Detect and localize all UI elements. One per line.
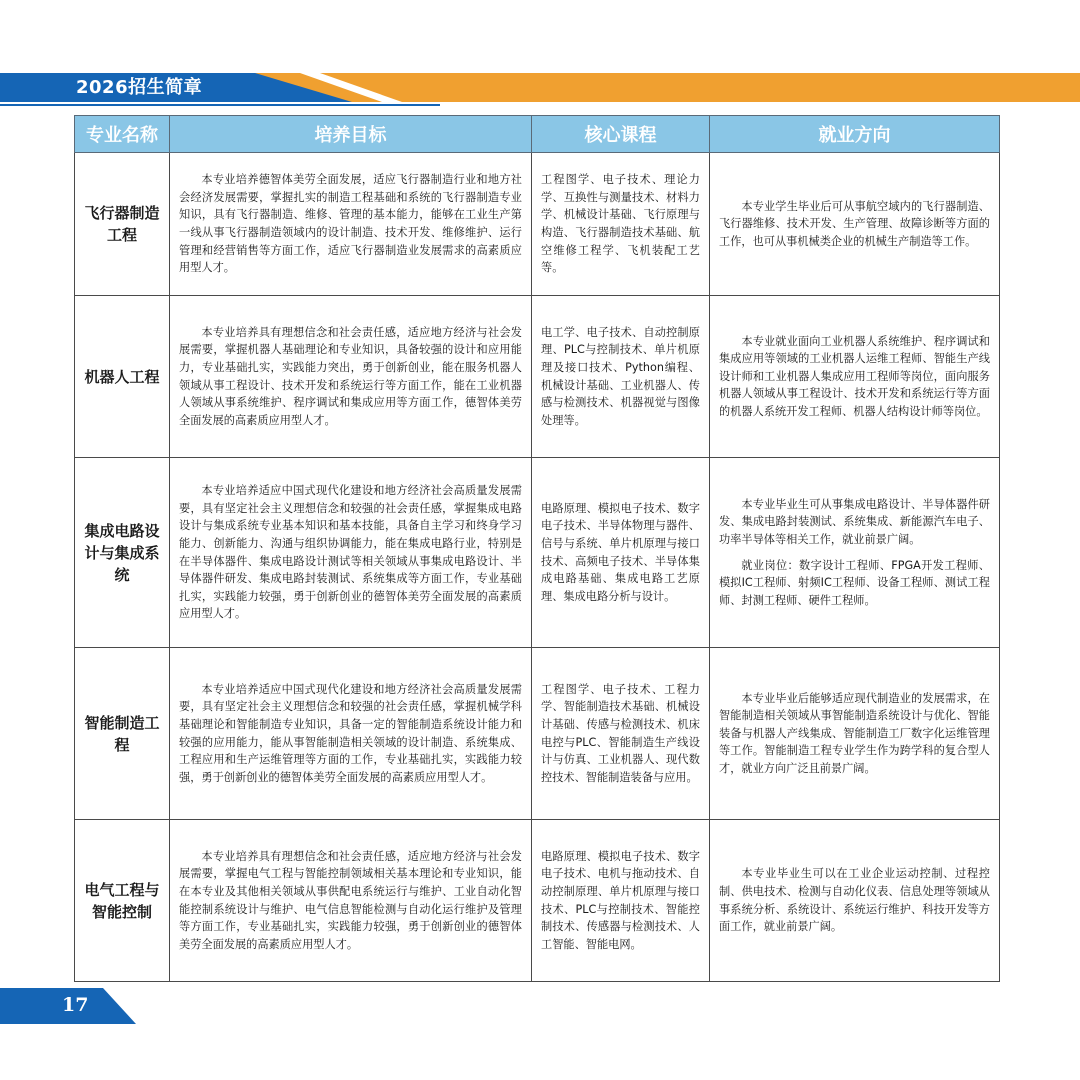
- header-career-direction: 就业方向: [710, 116, 1000, 153]
- table-row: [75, 458, 1000, 648]
- header-core-courses: 核心课程: [532, 116, 710, 153]
- career-paragraph: 本专业毕业生可以在工业企业运动控制、过程控制、供电技术、检测与自动化仪表、信息处理等领域从事系统分析、系统设计、系统运行维护、科技开发等方面工作，就业前景广阔。: [719, 867, 990, 934]
- career-direction: [710, 296, 1000, 458]
- majors-table: [74, 115, 1000, 982]
- career-direction: [710, 820, 1000, 982]
- training-goal: 本专业培养适应中国式现代化建设和地方经济社会高质量发展需要，具有坚定社会主义理想信念和较强的社会责任感，掌握集成电路设计与集成系统专业基本知识和基本技能，具备自主学习和终身学习能力、创新能力、沟通与组织协调能力，能在集成电路行业，特别是在半导体器件、集成电路设计测试等相关领域从事集成电路设计、半导体器件研发、集成电路封装测试、系统集成等方面工作，专业基础扎实，实践能力较强，勇于创新创业的德智体美劳全面发展的高素质应用型人才。: [170, 458, 532, 648]
- page-number: 17: [62, 994, 89, 1016]
- training-goal: 本专业培养具有理想信念和社会责任感，适应地方经济与社会发展需要，掌握电气工程与智能控制领域相关基本理论和专业知识，能在本专业及其他相关领域从事供配电系统运行与维护、工业自动化智能控制系统设计与维护、电气信息智能检测与自动化运行维护及管理等方面工作，专业基础扎实，实践能力较强，勇于创新创业的德智体美劳全面发展的高素质应用型人才。: [170, 820, 532, 982]
- table-row: [75, 820, 1000, 982]
- career-paragraph: 本专业毕业生可从事集成电路设计、半导体器件研发、集成电路封装测试、系统集成、新能源汽车电子、功率半导体等相关工作，就业前景广阔。: [719, 497, 990, 546]
- brochure-title: 2026招生简章: [76, 77, 203, 98]
- table-row: [75, 296, 1000, 458]
- career-paragraph: 本专业就业面向工业机器人系统维护、程序调试和集成应用等领域的工业机器人运维工程师、智能生产线设计师和工业机器人集成应用工程师等岗位，面向服务机器人领域从事工程设计、技术开发和系统运行等方面的机器人系统开发工程师、机器人结构设计师等岗位。: [719, 334, 990, 418]
- career-direction: [710, 153, 1000, 296]
- table-header-row: [75, 116, 1000, 153]
- core-courses: 电路原理、模拟电子技术、数字电子技术、半导体物理与器件、信号与系统、单片机原理与接口技术、高频电子技术、半导体集成电路基础、集成电路工艺原理、集成电路分析与设计。: [532, 458, 710, 648]
- career-direction: [710, 458, 1000, 648]
- major-name: 电气工程与智能控制: [75, 820, 170, 982]
- table-row: [75, 153, 1000, 296]
- major-name: 飞行器制造工程: [75, 153, 170, 296]
- career-direction: [710, 648, 1000, 820]
- major-name: 集成电路设计与集成系统: [75, 458, 170, 648]
- career-paragraph: 就业岗位：数字设计工程师、FPGA开发工程师、模拟IC工程师、射频IC工程师、设备工程师、测试工程师、封测工程师、硬件工程师。: [719, 558, 990, 607]
- core-courses: 工程图学、电子技术、理论力学、互换性与测量技术、材料力学、机械设计基础、飞行原理与构造、飞行器制造技术基础、航空维修工程学、飞机装配工艺等。: [532, 153, 710, 296]
- table-row: [75, 648, 1000, 820]
- header-major-name: 专业名称: [75, 116, 170, 153]
- training-goal: 本专业培养具有理想信念和社会责任感，适应地方经济与社会发展需要，掌握机器人基础理论和专业知识，具备较强的设计和应用能力，专业基础扎实，实践能力突出，勇于创新创业，能在服务机器人领域从事工程设计、技术开发和系统运行等方面工作，能在工业机器人领域从事系统维护、程序调试和集成应用等方面工作，德智体美劳全面发展的高素质应用型人才。: [170, 296, 532, 458]
- career-paragraph: 本专业毕业后能够适应现代制造业的发展需求，在智能制造相关领域从事智能制造系统设计与优化、智能装备与机器人产线集成、智能制造工厂数字化运维管理等工作。智能制造工程专业学生作为跨学科的复合型人才，就业方向广泛且前景广阔。: [719, 691, 990, 775]
- training-goal: 本专业培养德智体美劳全面发展，适应飞行器制造行业和地方社会经济发展需要，掌握扎实的制造工程基础和系统的飞行器制造专业知识，具有飞行器制造、维修、管理的基本能力，能够在工业生产第一线从事飞行器制造领域内的设计制造、技术开发、维修维护、运行管理和经营销售等方面工作，适应飞行器制造业发展需求的高素质应用型人才。: [170, 153, 532, 296]
- career-paragraph: 本专业学生毕业后可从事航空域内的飞行器制造、飞行器维修、技术开发、生产管理、故障诊断等方面的工作，也可从事机械类企业的机械生产制造等工作。: [719, 199, 990, 248]
- core-courses: 电工学、电子技术、自动控制原理、PLC与控制技术、单片机原理及接口技术、Python编程、机械设计基础、工业机器人、传感与检测技术、机器视觉与图像处理等。: [532, 296, 710, 458]
- header-training-goal: 培养目标: [170, 116, 532, 153]
- major-name: 机器人工程: [75, 296, 170, 458]
- training-goal: 本专业培养适应中国式现代化建设和地方经济社会高质量发展需要，具有坚定社会主义理想信念和较强的社会责任感，掌握机械学科基础理论和智能制造专业知识，具备一定的智能制造系统设计能力和较强的应用能力，能从事智能制造相关领域的设计制造、系统集成、工程应用和生产运维管理等方面的工作，专业基础扎实，实践能力较强，勇于创新创业的德智体美劳全面发展的高素质应用型人才。: [170, 648, 532, 820]
- core-courses: 工程图学、电子技术、工程力学、智能制造技术基础、机械设计基础、传感与检测技术、机床电控与PLC、智能制造生产线设计与仿真、工业机器人、现代数控技术、智能制造装备与应用。: [532, 648, 710, 820]
- major-name: 智能制造工程: [75, 648, 170, 820]
- core-courses: 电路原理、模拟电子技术、数字电子技术、电机与拖动技术、自动控制原理、单片机原理与接口技术、PLC与控制技术、智能控制技术、传感器与检测技术、人工智能、智能电网。: [532, 820, 710, 982]
